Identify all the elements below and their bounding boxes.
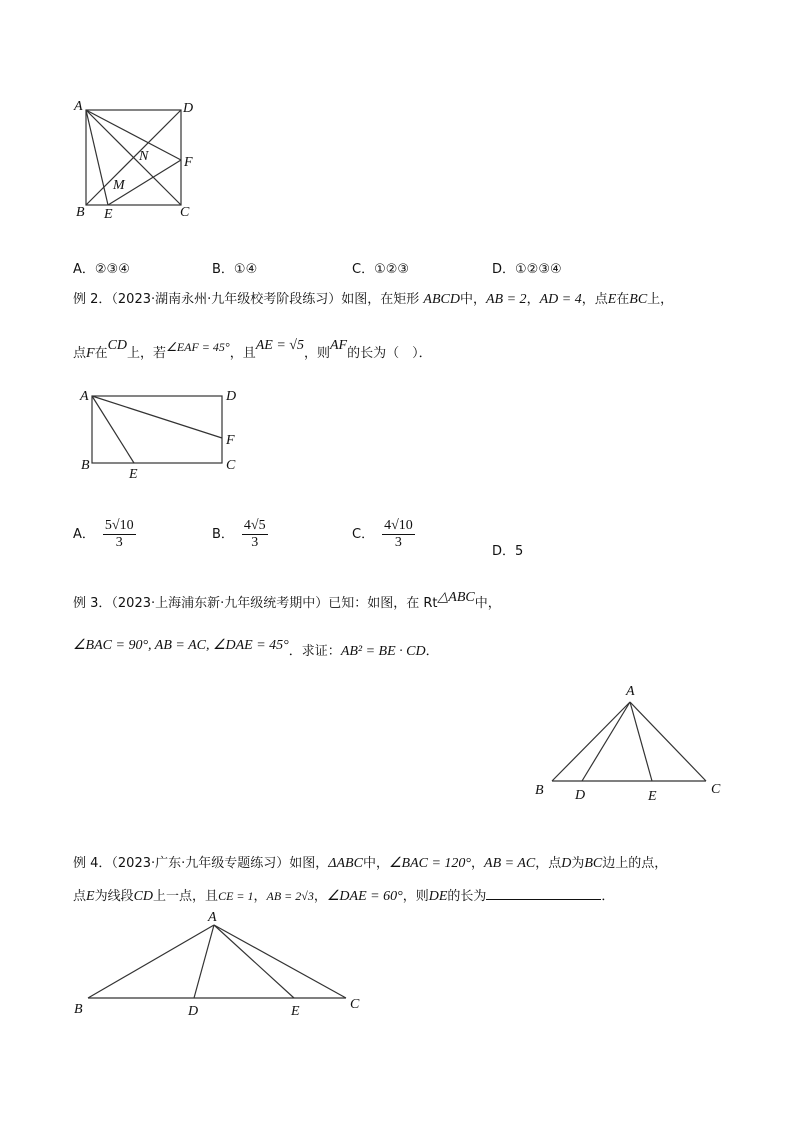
ex2-l2-text-2: 在	[94, 346, 108, 361]
ex2-text-2: 中，	[459, 292, 486, 307]
ex4-l2-ce: CE = 1	[218, 889, 254, 903]
ex2-text-4: ，点	[581, 292, 608, 307]
ex3-prove: AB² = BE · CD	[340, 644, 426, 659]
ex4-l2-text-1: 点	[73, 889, 87, 904]
ex3-math-triangle: △ABC	[437, 590, 475, 605]
ex3-l2-text-1: ．求证：	[288, 644, 341, 659]
ex2-l2-text-3: 上，若	[127, 346, 167, 361]
fig1-label-d: D	[183, 101, 194, 116]
fig2-label-c: C	[226, 458, 236, 473]
ex2-text-3: ，	[526, 292, 540, 307]
q1-option-c-text: ①②③	[374, 262, 410, 277]
fig1-label-f: F	[184, 155, 193, 170]
ex4-text-2: 中，	[362, 856, 389, 871]
ex4-l2-e: E	[86, 889, 95, 904]
fig4-label-c: C	[350, 997, 360, 1012]
fig4-line-ac	[214, 925, 346, 998]
fig4-label-b: B	[74, 1002, 83, 1017]
ex4-l2-text-7: 的长为	[447, 889, 487, 904]
ex2-option-b-numerator: 4√5	[243, 518, 266, 533]
ex4-text-1: 如图，	[289, 856, 329, 871]
ex2-math-abcd: ABCD	[423, 292, 460, 307]
fig3-label-e: E	[648, 789, 657, 804]
ex3-given: ∠BAC = 90°, AB = AC, ∠DAE = 45°	[73, 638, 289, 653]
ex4-text-4: ，点	[535, 856, 562, 871]
ex3-l2-text-2: ．	[425, 644, 439, 659]
ex2-head: 例 2．	[73, 292, 112, 307]
ex4-text-3: ，	[471, 856, 485, 871]
fig1-label-b: B	[76, 205, 85, 220]
fig4-label-d: D	[188, 1004, 199, 1019]
ex2-option-a-numerator: 5√10	[104, 518, 134, 533]
q1-option-c-label: C．	[352, 262, 375, 277]
ex2-l2-text-5: ，则	[303, 346, 330, 361]
ex2-option-c-label: C．	[352, 527, 375, 542]
fig4-line-ab	[88, 925, 214, 998]
ex2-text-5: 在	[616, 292, 630, 307]
ex4-l2-cd: CD	[133, 889, 154, 904]
ex4-l2-text-2: 为线段	[94, 889, 134, 904]
ex4-l2-text-6: ，则	[402, 889, 429, 904]
fig4-label-e: E	[291, 1004, 300, 1019]
ex2-l2-af: AF	[329, 338, 348, 353]
fig1-label-c: C	[180, 205, 190, 220]
fig1-label-m: M	[113, 178, 125, 193]
ex4-l2-end: ．	[601, 889, 615, 904]
ex2-option-a-denominator: 3	[115, 535, 123, 550]
ex2-l2-text-6: 的长为（ ）．	[347, 346, 432, 361]
fig2-label-f: F	[226, 433, 235, 448]
ex4-l2-text-3: 上一点，且	[153, 889, 219, 904]
ex3-source: （2023·上海浦东新·九年级统考期中）	[111, 596, 329, 611]
ex4-l2-text-5: ，	[313, 889, 327, 904]
ex2-l2-text-1: 点	[73, 346, 87, 361]
fig4-line-ad	[194, 925, 214, 998]
ex2-math-ab: AB = 2	[486, 292, 527, 307]
q1-option-a-text: ②③④	[94, 262, 130, 277]
ex3-text-1: 已知：如图，在 Rt	[328, 596, 438, 611]
ex4-math-angle: ∠BAC = 120°	[388, 856, 472, 871]
fig2-label-e: E	[129, 467, 138, 482]
ex2-option-d-label: D．	[492, 544, 516, 559]
fig2-label-d: D	[226, 389, 237, 404]
ex4-math-eq: AB = AC	[484, 856, 536, 871]
ex2-option-b-denominator: 3	[251, 535, 259, 550]
ex4-math-triangle: ΔABC	[328, 856, 363, 871]
ex4-head: 例 4．	[73, 856, 112, 871]
ex2-option-c-denominator: 3	[394, 535, 402, 550]
ex4-text-6: 边上的点，	[602, 856, 668, 871]
ex2-option-a-label: A．	[73, 527, 95, 542]
ex2-text-6: 上，	[647, 292, 674, 307]
ex4-l2-ab: AB = 2√3	[266, 889, 314, 903]
ex2-l2-ae: AE = √5	[255, 338, 304, 353]
ex2-option-b-label: B．	[212, 527, 234, 542]
fig1-label-a: A	[74, 99, 83, 114]
ex3-head: 例 3．	[73, 596, 112, 611]
q1-option-b-text: ①④	[233, 262, 258, 277]
q1-option-d-text: ①②③④	[515, 262, 562, 277]
ex2-option-d-text: 5	[515, 544, 524, 559]
ex2-option-c-numerator: 4√10	[384, 518, 413, 533]
fig4-line-ae	[214, 925, 294, 998]
ex4-math-bc: BC	[584, 856, 603, 871]
ex2-math-ad: AD = 4	[539, 292, 582, 307]
ex2-l2-cd: CD	[107, 338, 128, 353]
ex2-text-1: 如图，在矩形	[341, 292, 420, 307]
q1-option-b-label: B．	[212, 262, 234, 277]
q1-option-d-label: D．	[492, 262, 516, 277]
ex4-math-d: D	[561, 856, 572, 871]
ex2-l2-angle: ∠EAF = 45°	[166, 340, 230, 354]
ex2-math-bc: BC	[629, 292, 648, 307]
ex2-source: （2023·湖南永州·九年级校考阶段练习）	[111, 292, 342, 307]
fig4-label-a: A	[208, 910, 217, 925]
ex2-math-e: E	[607, 292, 617, 307]
ex4-l2-de: DE	[428, 889, 448, 904]
ex4-text-5: 为	[571, 856, 585, 871]
fig3-label-a: A	[626, 684, 635, 699]
fig2-label-b: B	[81, 458, 90, 473]
ex2-l2-f: F	[86, 346, 95, 361]
fig3-label-b: B	[535, 783, 544, 798]
q1-option-a-label: A．	[73, 262, 95, 277]
fig1-label-n: N	[139, 149, 149, 164]
fig2-label-a: A	[80, 389, 89, 404]
fig1-label-e: E	[104, 207, 113, 222]
ex4-l2-text-4: ，	[253, 889, 267, 904]
ex2-l2-text-4: ，且	[229, 346, 256, 361]
ex4-l2-dae: ∠DAE = 60°	[326, 889, 403, 904]
fig3-label-c: C	[711, 782, 721, 797]
ex4-source: （2023·广东·九年级专题练习）	[111, 856, 290, 871]
ex3-text-2: 中，	[474, 596, 501, 611]
fig3-label-d: D	[575, 788, 586, 803]
